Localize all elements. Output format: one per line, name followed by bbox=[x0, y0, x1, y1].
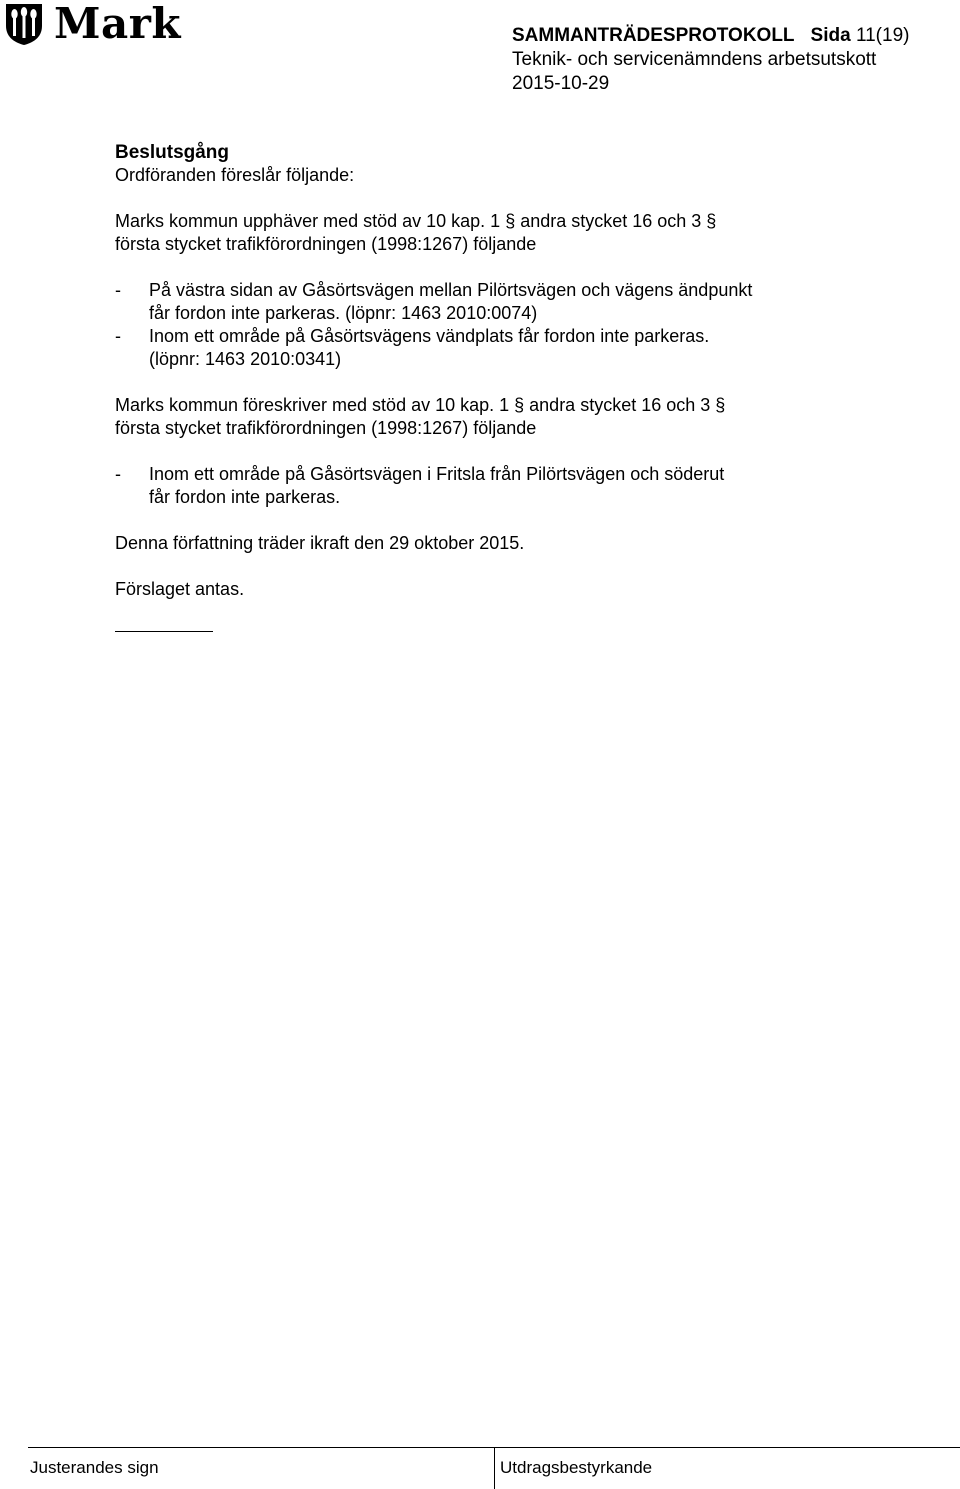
effective-date-text: Denna författning träder ikraft den 29 oktober 2015. bbox=[115, 533, 525, 553]
meeting-date: 2015-10-29 bbox=[512, 73, 610, 94]
decision-prescribe-line2: första stycket trafikförordningen (1998:1267) följande bbox=[115, 418, 537, 438]
decision-repeal-line2: första stycket trafikförordningen (1998:1267) följande bbox=[115, 234, 537, 254]
protocol-title: SAMMANTRÄDESPROTOKOLL bbox=[512, 25, 795, 46]
page-number: 11(19) bbox=[855, 25, 910, 46]
list-item: - Inom ett område på Gåsörtsvägen i Fritsla från Pilörtsvägen och söderut får fordon inte parkeras. bbox=[115, 464, 725, 507]
coat-of-arms-icon bbox=[4, 2, 44, 46]
decision-prescribe-line1: Marks kommun föreskriver med stöd av 10 kap. 1 § andra stycket 16 och 3 § bbox=[115, 395, 726, 415]
list-dash: - bbox=[115, 280, 121, 300]
list-dash: - bbox=[115, 464, 121, 484]
logo-wordmark: Mark bbox=[54, 0, 181, 48]
signature-footer bbox=[0, 1447, 960, 1489]
separator-line bbox=[115, 631, 213, 632]
list-item: - På västra sidan av Gåsörtsvägen mellan Pilörtsvägen och vägens ändpunkt får fordon inte parkeras. (löpnr: 1463 2010:0074) bbox=[115, 280, 753, 323]
page-label: Sida bbox=[810, 25, 851, 46]
list-dash: - bbox=[115, 326, 121, 346]
document-body bbox=[115, 141, 915, 632]
footer-divider bbox=[494, 1447, 495, 1489]
section-heading: Beslutsgång bbox=[115, 142, 230, 163]
certification-label: Utdragsbestyrkande bbox=[500, 1458, 653, 1477]
signature-label: Justerandes sign bbox=[30, 1458, 159, 1477]
document-header bbox=[512, 24, 909, 96]
decision-repeal-line1: Marks kommun upphäver med stöd av 10 kap. 1 § andra stycket 16 och 3 § bbox=[115, 211, 717, 231]
municipality-logo bbox=[4, 2, 181, 48]
list-item: - Inom ett område på Gåsörtsvägens vändplats får fordon inte parkeras. (löpnr: 1463 2010:0341) bbox=[115, 326, 710, 369]
intro-text: Ordföranden föreslår följande: bbox=[115, 165, 355, 185]
conclusion-text: Förslaget antas. bbox=[115, 579, 245, 599]
committee-name: Teknik- och servicenämndens arbetsutskott bbox=[512, 49, 877, 70]
